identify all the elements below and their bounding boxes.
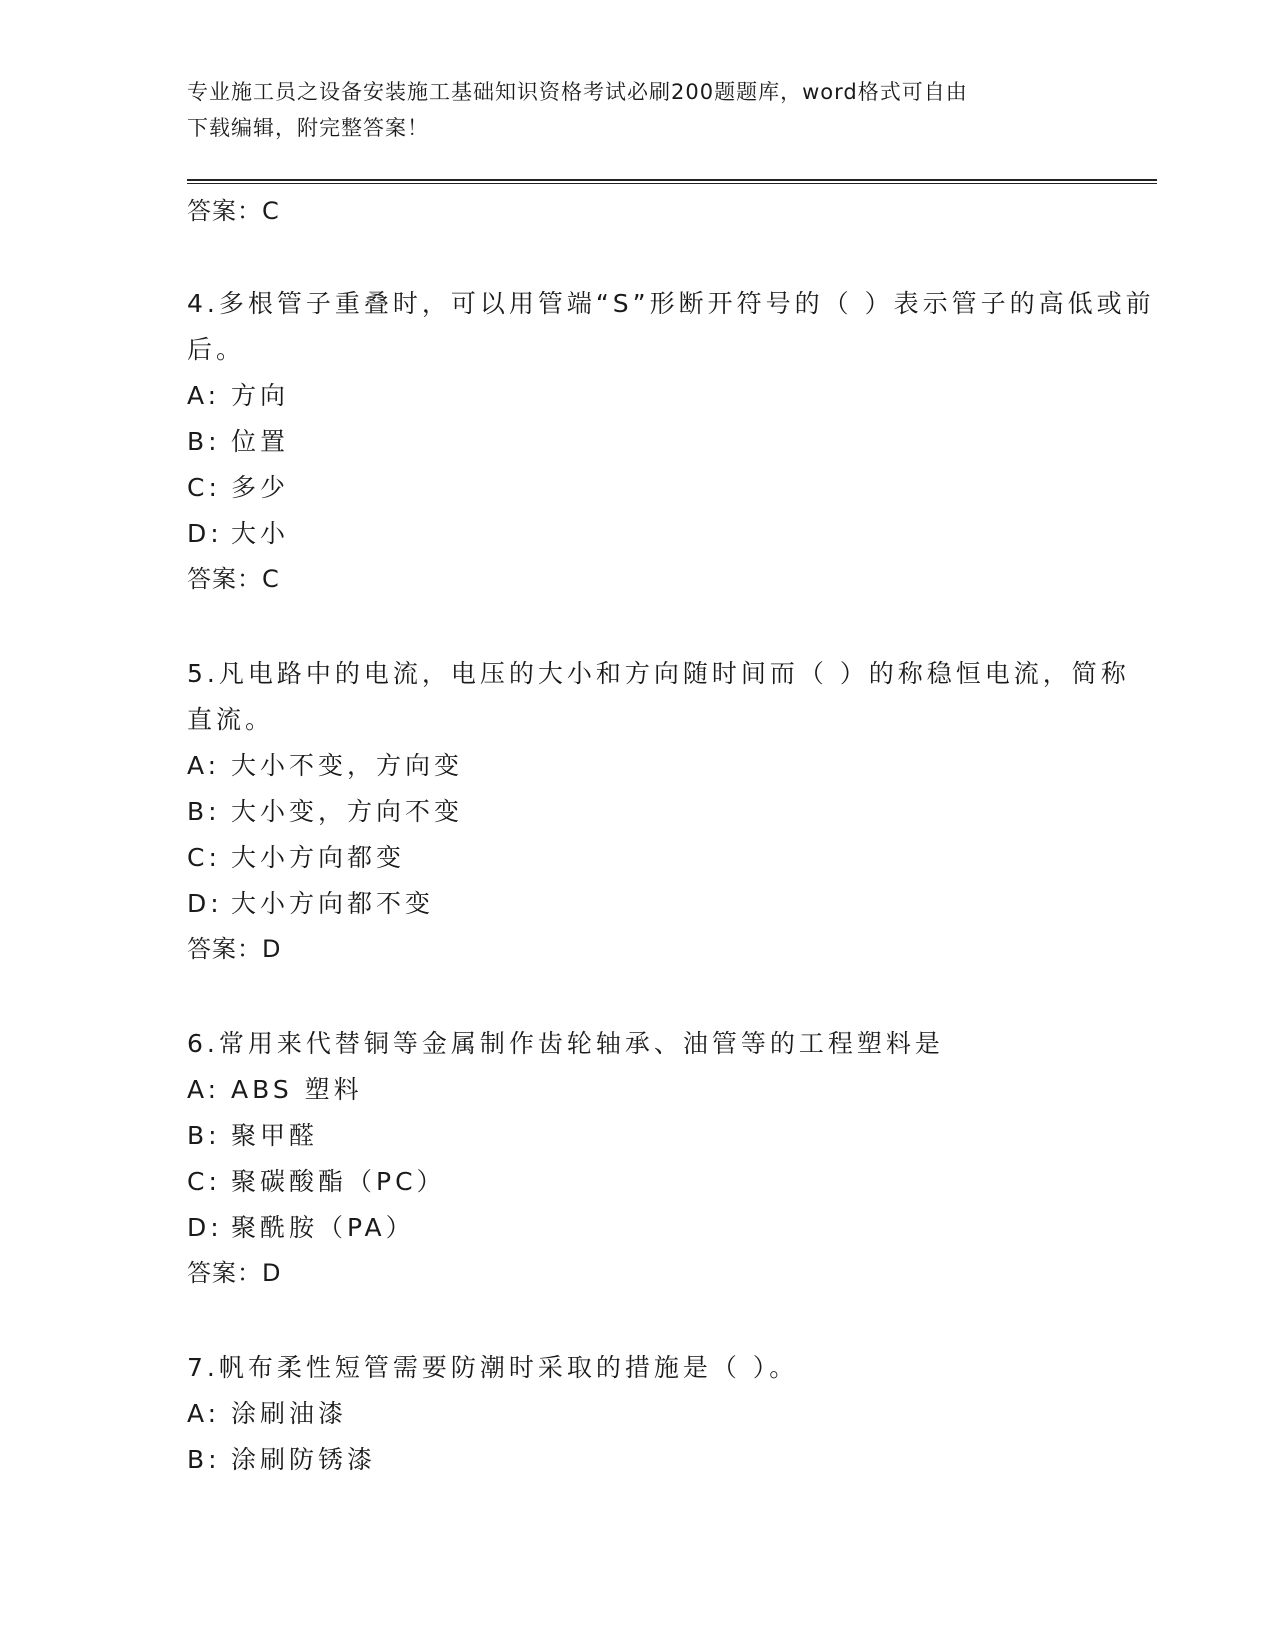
- answer-line: 答案：C: [187, 197, 280, 225]
- option-d: [187, 1205, 1157, 1251]
- answer-line: 答案：D: [187, 1259, 282, 1287]
- option-b: [187, 1113, 1157, 1159]
- option-key: B:: [187, 797, 221, 826]
- option-d: [187, 881, 1157, 927]
- option-b: [187, 419, 1157, 465]
- option-a: [187, 743, 1157, 789]
- option-key: C:: [187, 473, 221, 502]
- option-key: D:: [187, 519, 223, 548]
- question-item: [187, 281, 1157, 601]
- option-text: 聚甲醛: [231, 1121, 319, 1150]
- option-text: 涂刷油漆: [231, 1399, 348, 1428]
- option-key: B:: [187, 1445, 221, 1474]
- document-header: [187, 74, 1087, 146]
- option-c: [187, 1159, 1157, 1205]
- option-a: [187, 1391, 1157, 1437]
- header-line-1: 专业施工员之设备安装施工基础知识资格考试必刷200题题库，word格式可自由: [187, 80, 968, 104]
- option-key: A:: [187, 751, 221, 780]
- option-a: [187, 373, 1157, 419]
- option-key: B:: [187, 427, 221, 456]
- question-stem: 7.帆布柔性短管需要防潮时采取的措施是（ ）。: [187, 1353, 799, 1382]
- header-divider: [187, 179, 1157, 184]
- option-text: 大小变，方向不变: [231, 797, 464, 826]
- question-item: [187, 651, 1157, 971]
- option-d: [187, 511, 1157, 557]
- option-a: [187, 1067, 1157, 1113]
- question-list: [187, 191, 1157, 1483]
- option-key: A:: [187, 381, 221, 410]
- question-stem: 6.常用来代替铜等金属制作齿轮轴承、油管等的工程塑料是: [187, 1029, 944, 1058]
- option-text: 多少: [231, 473, 290, 502]
- option-text: 大小方向都不变: [231, 889, 435, 918]
- option-key: D:: [187, 1213, 223, 1242]
- option-key: C:: [187, 843, 221, 872]
- option-b: [187, 1437, 1157, 1483]
- option-text: 聚酰胺（PA）: [231, 1213, 415, 1242]
- answer-line: 答案：D: [187, 935, 282, 963]
- header-line-2: 下载编辑，附完整答案！: [187, 116, 429, 140]
- question-stem: 5.凡电路中的电流，电压的大小和方向随时间而（ ）的称稳恒电流，简称直流。: [187, 659, 1130, 734]
- option-text: 聚碳酸酯（PC）: [231, 1167, 446, 1196]
- question-item: [187, 1345, 1157, 1483]
- option-key: A:: [187, 1399, 221, 1428]
- option-c: [187, 465, 1157, 511]
- answer-line: 答案：C: [187, 565, 280, 593]
- question-stem: 4.多根管子重叠时，可以用管端“S”形断开符号的（ ）表示管子的高低或前后。: [187, 289, 1155, 364]
- option-text: ABS 塑料: [231, 1075, 363, 1104]
- option-text: 大小: [231, 519, 290, 548]
- option-text: 方向: [231, 381, 290, 410]
- question-item: [187, 1021, 1157, 1295]
- option-key: D:: [187, 889, 223, 918]
- option-text: 大小不变，方向变: [231, 751, 464, 780]
- option-text: 位置: [231, 427, 290, 456]
- option-key: C:: [187, 1167, 221, 1196]
- option-text: 涂刷防锈漆: [231, 1445, 377, 1474]
- option-text: 大小方向都变: [231, 843, 406, 872]
- option-c: [187, 835, 1157, 881]
- option-key: B:: [187, 1121, 221, 1150]
- option-key: A:: [187, 1075, 221, 1104]
- option-b: [187, 789, 1157, 835]
